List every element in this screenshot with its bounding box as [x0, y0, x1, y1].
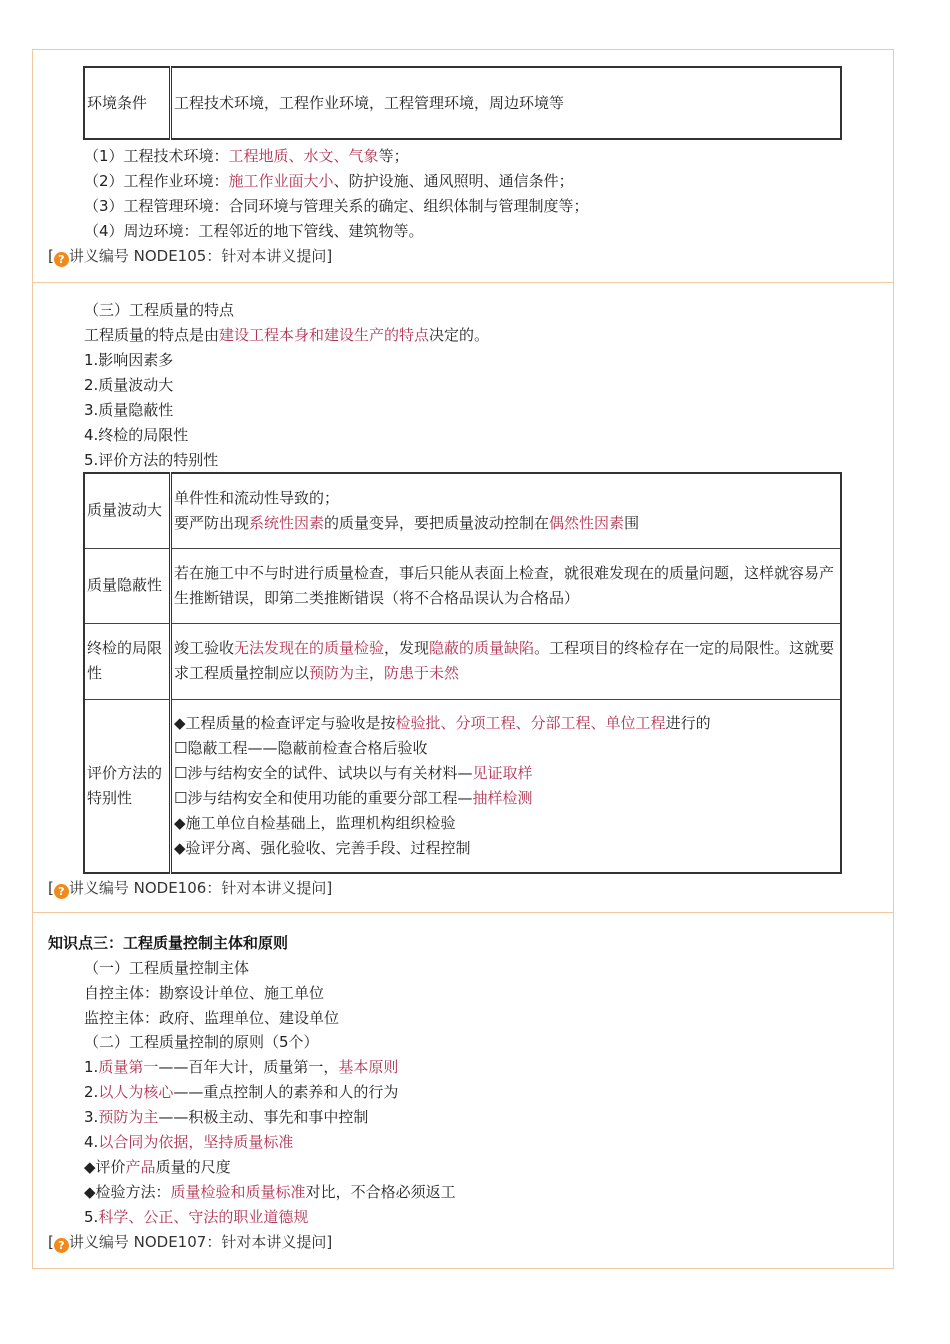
row-value: ◆工程质量的检查评定与验收是按检验批、分项工程、分部工程、单位工程进行的 ☐隐蔽工程——隐蔽前检查合格后验收 ☐涉与结构安全的试件、试块以与有关材料—见证取样 ☐涉与结构安全和使用功能的重要分部工程—抽样检测 ◆施工单位自检基础上，监理机构组织检验 ◆验评分离、强化验收、完善手段、过程控制	[171, 699, 842, 873]
lecture-ref-107: [ ? 讲义编号 NODE107：针对本讲义提问]	[48, 1233, 333, 1252]
row-key: 终检的局限性	[84, 623, 171, 699]
env-item-1: （1）工程技术环境：工程地质、水文、气象等；	[84, 147, 409, 165]
environment-key: 环境条件	[84, 67, 171, 139]
env-item-2: （2）工程作业环境：施工作业面大小、防护设施、通风照明、通信条件；	[84, 172, 574, 190]
environment-table	[83, 66, 842, 140]
intro-text: 工程质量的特点是由建设工程本身和建设生产的特点决定的。	[84, 326, 490, 344]
list-item: 5.评价方法的特别性	[84, 451, 219, 469]
list-item: 3.质量隐蔽性	[84, 401, 174, 419]
knowledge-point-heading: 知识点三：工程质量控制主体和原则	[48, 934, 289, 952]
question-icon[interactable]: ?	[54, 252, 69, 267]
lecture-ref-105: [ ? 讲义编号 NODE105：针对本讲义提问]	[48, 247, 333, 266]
principle-subitem: ◆评价产品质量的尺度	[84, 1158, 231, 1176]
question-icon[interactable]: ?	[54, 884, 69, 899]
principle-item: 3.预防为主——积极主动、事先和事中控制	[84, 1108, 369, 1126]
subsection-title: （一）工程质量控制主体	[84, 959, 250, 977]
row-value: 单件性和流动性导致的； 要严防出现系统性因素的质量变异，要把质量波动控制在偶然性因素围	[171, 473, 842, 548]
table-row	[84, 548, 841, 623]
env-item-4: （4）周边环境：工程邻近的地下管线、建筑物等。	[84, 222, 424, 240]
environment-value: 工程技术环境，工程作业环境，工程管理环境，周边环境等	[171, 67, 842, 139]
principle-subitem: ◆检验方法：质量检验和质量标准对比，不合格必须返工	[84, 1183, 456, 1201]
characteristics-table	[83, 472, 842, 874]
question-icon[interactable]: ?	[54, 1238, 69, 1253]
lecture-ref-106: [ ? 讲义编号 NODE106：针对本讲义提问]	[48, 879, 333, 898]
list-item: 1.影响因素多	[84, 351, 174, 369]
table-row	[84, 699, 841, 873]
table-row	[84, 623, 841, 699]
row-key: 质量波动大	[84, 473, 171, 548]
ask-question-link[interactable]: 讲义编号 NODE105：针对本讲义提问	[68, 247, 327, 265]
ask-question-link[interactable]: 讲义编号 NODE106：针对本讲义提问	[68, 879, 327, 897]
row-key: 质量隐蔽性	[84, 548, 171, 623]
row-value: 若在施工中不与时进行质量检查，事后只能从表面上检查，就很难发现在的质量问题，这样就容易产生推断错误，即第二类推断错误（将不合格品误认为合格品）	[171, 548, 842, 623]
row-key: 评价方法的特别性	[84, 699, 171, 873]
row-value: 竣工验收无法发现在的质量检验，发现隐蔽的质量缺陷。工程项目的终检存在一定的局限性。这就要求工程质量控制应以预防为主，防患于未然	[171, 623, 842, 699]
ask-question-link[interactable]: 讲义编号 NODE107：针对本讲义提问	[68, 1233, 327, 1251]
list-item: 2.质量波动大	[84, 376, 174, 394]
principle-item: 5.科学、公正、守法的职业道德规	[84, 1208, 309, 1226]
subsection-title: （二）工程质量控制的原则（5个）	[84, 1033, 319, 1051]
principle-item: 4.以合同为依据，坚持质量标准	[84, 1133, 294, 1151]
principle-item: 2.以人为核心——重点控制人的素养和人的行为	[84, 1083, 399, 1101]
supervision-text: 监控主体：政府、监理单位、建设单位	[84, 1009, 340, 1027]
subsection-title: （三）工程质量的特点	[84, 301, 235, 319]
list-item: 4.终检的局限性	[84, 426, 189, 444]
table-row	[84, 473, 841, 548]
self-control-text: 自控主体：勘察设计单位、施工单位	[84, 984, 325, 1002]
env-item-3: （3）工程管理环境：合同环境与管理关系的确定、组织体制与管理制度等；	[84, 197, 589, 215]
principle-item: 1.质量第一——百年大计，质量第一，基本原则	[84, 1058, 399, 1076]
